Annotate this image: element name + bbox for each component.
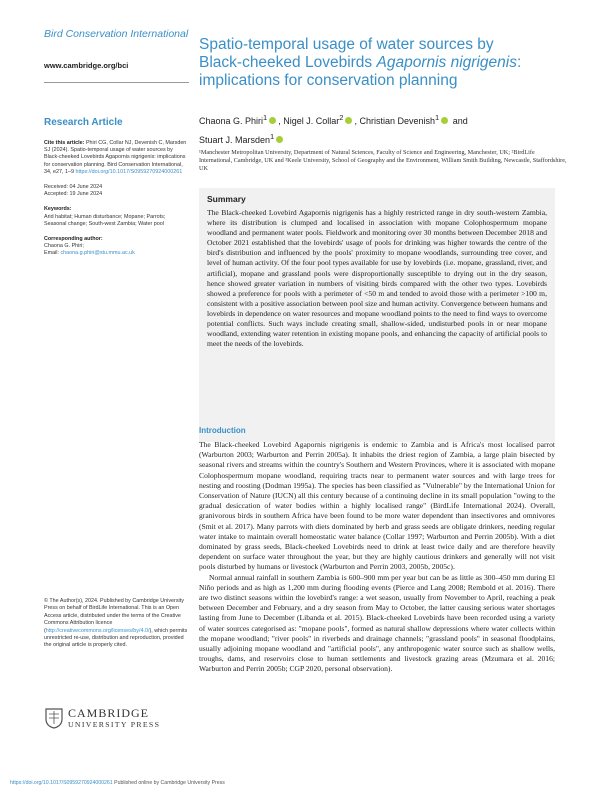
- corresponding-name: Chaona G. Phiri;: [44, 243, 84, 250]
- affiliations: ¹Manchester Metropolitan University, Department of Natural Sciences, Faculty of Science and Engineering, Manchester, UK; ²BirdLife International, Cambridge, UK and ³Keele University, School of Geography and the Environment, William Smith Building, Newcastle, Staffordshire, UK: [199, 149, 567, 173]
- footer: https://doi.org/10.1017/S0959270924000261 Published online by Cambridge University Press: [10, 780, 225, 786]
- title-species: Agapornis nigrigenis: [376, 54, 517, 71]
- summary-heading: Summary: [207, 194, 246, 204]
- article-title: Spatio-temporal usage of water sources by Black-cheeked Lovebirds Agapornis nigrigenis: implications for conservation planning: [199, 36, 522, 89]
- license-text: © The Author(s), 2024. Published by Cambridge University Press on behalf of BirdLife International. This is an Open Access article, distributed under the terms of the Creative Commons Attribution licence (http://creativecommons.org/licenses/by/4.0/), which permits unrestricted re-use, distribution and reproduction, provided the original article is properly cited.: [44, 598, 188, 649]
- citation-block: [44, 140, 189, 176]
- journal-url[interactable]: www.cambridge.org/bci: [44, 61, 129, 70]
- logo-name: CAMBRIDGE: [68, 706, 150, 720]
- email-link[interactable]: chaona.g.phiri@stu.mmu.ac.uk: [60, 250, 135, 257]
- author-2[interactable]: Nigel J. Collar: [283, 116, 340, 126]
- footer-doi-link[interactable]: https://doi.org/10.1017/S0959270924000261: [10, 780, 113, 786]
- intro-paragraph-2: Normal annual rainfall in southern Zambia is 600–900 mm per year but can be as little as 300–450 mm during El Niño periods and as high as 1,200 mm during flooding events (Pierce and Lang 2008; Rembold et al. 2016). There are two distinct seasons within the lovebird's range: a wet season, usually from November to April, reaching a peak between December and February, and a dry season from May to October, the latter causing serious water shortages lasting from June to December (Libanda et al. 2015). Black-cheeked Lovebirds have been recorded using a variety of water sources categorised as: "mopane pools", formed as natural shallow depressions where water collects within the mopane woodland; "river pools" in riverbeds and drainage channels; "grassland pools" in seasonal floodplains, usually adjoining mopane woodland and "artificial pools", any anthropogenic water source such as shallow wells, troughs, dams, and reservoirs close to human settlements and livestock grazing areas (Mzumara et al. 2016; Warburton and Perrin 2005b; CGP 2020, personal observation).: [199, 572, 555, 674]
- author-3[interactable]: Christian Devenish: [359, 116, 435, 126]
- accepted-date: Accepted: 19 June 2024: [44, 191, 103, 198]
- keywords-label: Keywords:: [44, 206, 72, 213]
- orcid-icon[interactable]: [441, 117, 448, 124]
- dates-block: [44, 184, 189, 198]
- journal-name: Bird Conservation International: [44, 28, 189, 40]
- corresponding-author-block: [44, 236, 189, 258]
- citation-text: Phiri CG, Collar NJ, Devenish C, Marsden SJ (2024). Spatio-temporal usage of water sources by Black-cheeked Lovebirds Agapornis nigrigenis: implications for conservation planning. Bird Conservation International, 34, e27, 1–9: [44, 140, 187, 175]
- summary-text: The Black-cheeked Lovebird Agapornis nigrigenis has a highly restricted range in dry south-western Zambia, where its distribution is clumped and localised in association with mopane Colophospermum mopane woodland and permanent water pools. Fieldwork and monitoring over 30 months between December 2018 and October 2021 established that the lovebirds' usage of pools for drinking was higher towards the centre of the bird's distribution and influenced by the pools' proximity to mopane woodlands, surrounding tree cover, and level of human activity. Of the four pool types available for use by lovebirds (i.e. mopane, grassland, river, and artificial), mopane and grassland pools were disproportionally susceptible to drying out in the dry season, hence showed greater variation in numbers of visiting birds compared with the other two types. Lovebirds showed a preference for pools with a perimeter of <50 m and tended to avoid those with a perimeter >100 m, consistent with a positive association between pool size and human activity. Convergence between humans and lovebirds in dependence on water resources and mopane woodland points to the need to find ways to overcome potential conflicts. Such ways include creating small, shallow-sided, undisturbed pools in or near mopane woodland, extending water retention in existing mopane pools, and enhancing the capacity of artificial pools to meet the needs of the lovebirds.: [207, 208, 547, 349]
- intro-paragraph-1: The Black-cheeked Lovebird Agapornis nigrigenis is endemic to Zambia and is Africa's most localised parrot (Warburton 2003; Warburton and Perrin 2005a). It inhabits the driest region of Zambia, a large plain bisected by seasonal rivers and streams within the country's Southern and Western Provinces, where it is associated with mopane Colophospermum mopane woodland, requiring tracts near to permanent water sources and with large trees for nesting and roosting (Dodman 1995a). The species has been classified as "Vulnerable" by the International Union for Conservation of Nature (IUCN) all this century because of a continuing decline in its small population "owing to the gradual desiccation of water bodies within a highly localised range" (BirdLife International 2024). Overall, granivorous birds in southern Africa have been found to be more water dependent than insectivores and omnivores (Smit et al. 2017). Many parrots with diets dominated by herb and grass seeds are obligate drinkers, needing regular water intake to maintain overall homeostatic water balance (Collar 1997; Warburton and Perrin 2005b). With a diet dominated by grass seeds, Black-cheeked Lovebirds need to drink at least twice daily and are therefore heavily dependent on surface water throughout the year, but they are highly cautious drinkers and generally will not visit pools disturbed by humans or livestock (Warburton and Perrin 2003, 2005b, 2005c).: [199, 440, 555, 572]
- keywords-text: Arid habitat; Human disturbance; Mopane; Parrots; Seasonal change; South-west Zambia; Water pool: [44, 213, 166, 227]
- license-link[interactable]: http://creativecommons.org/licenses/by/4.0/: [45, 627, 150, 634]
- left-sidebar: [44, 28, 189, 258]
- orcid-icon[interactable]: [345, 117, 352, 124]
- logo-sub: UNIVERSITY PRESS: [68, 720, 161, 729]
- citation-doi-link[interactable]: https://doi.org/10.1017/S0959270924000261: [75, 168, 183, 175]
- orcid-icon[interactable]: [276, 136, 283, 143]
- author-4[interactable]: Stuart J. Marsden: [199, 135, 271, 145]
- email-label: Email:: [44, 250, 59, 257]
- received-date: Received: 04 June 2024: [44, 184, 103, 191]
- author-1[interactable]: Chaona G. Phiri: [199, 116, 264, 126]
- author-list: Chaona G. Phiri$^1$ , Nigel J. Collar$^2$ , Christian Devenish$^1$ and Stuart J. Marsden$^1$: [199, 113, 468, 145]
- orcid-icon[interactable]: [269, 117, 276, 124]
- introduction-body: [199, 440, 555, 675]
- citation-label: Cite this article:: [44, 140, 85, 146]
- introduction-heading: Introduction: [199, 426, 246, 435]
- sidebar-divider: [44, 82, 189, 83]
- crest-icon: [44, 707, 64, 729]
- article-type: Research Article: [44, 117, 123, 128]
- keywords-block: [44, 206, 189, 228]
- summary-box: [199, 188, 555, 442]
- corresponding-label: Corresponding author:: [44, 236, 103, 243]
